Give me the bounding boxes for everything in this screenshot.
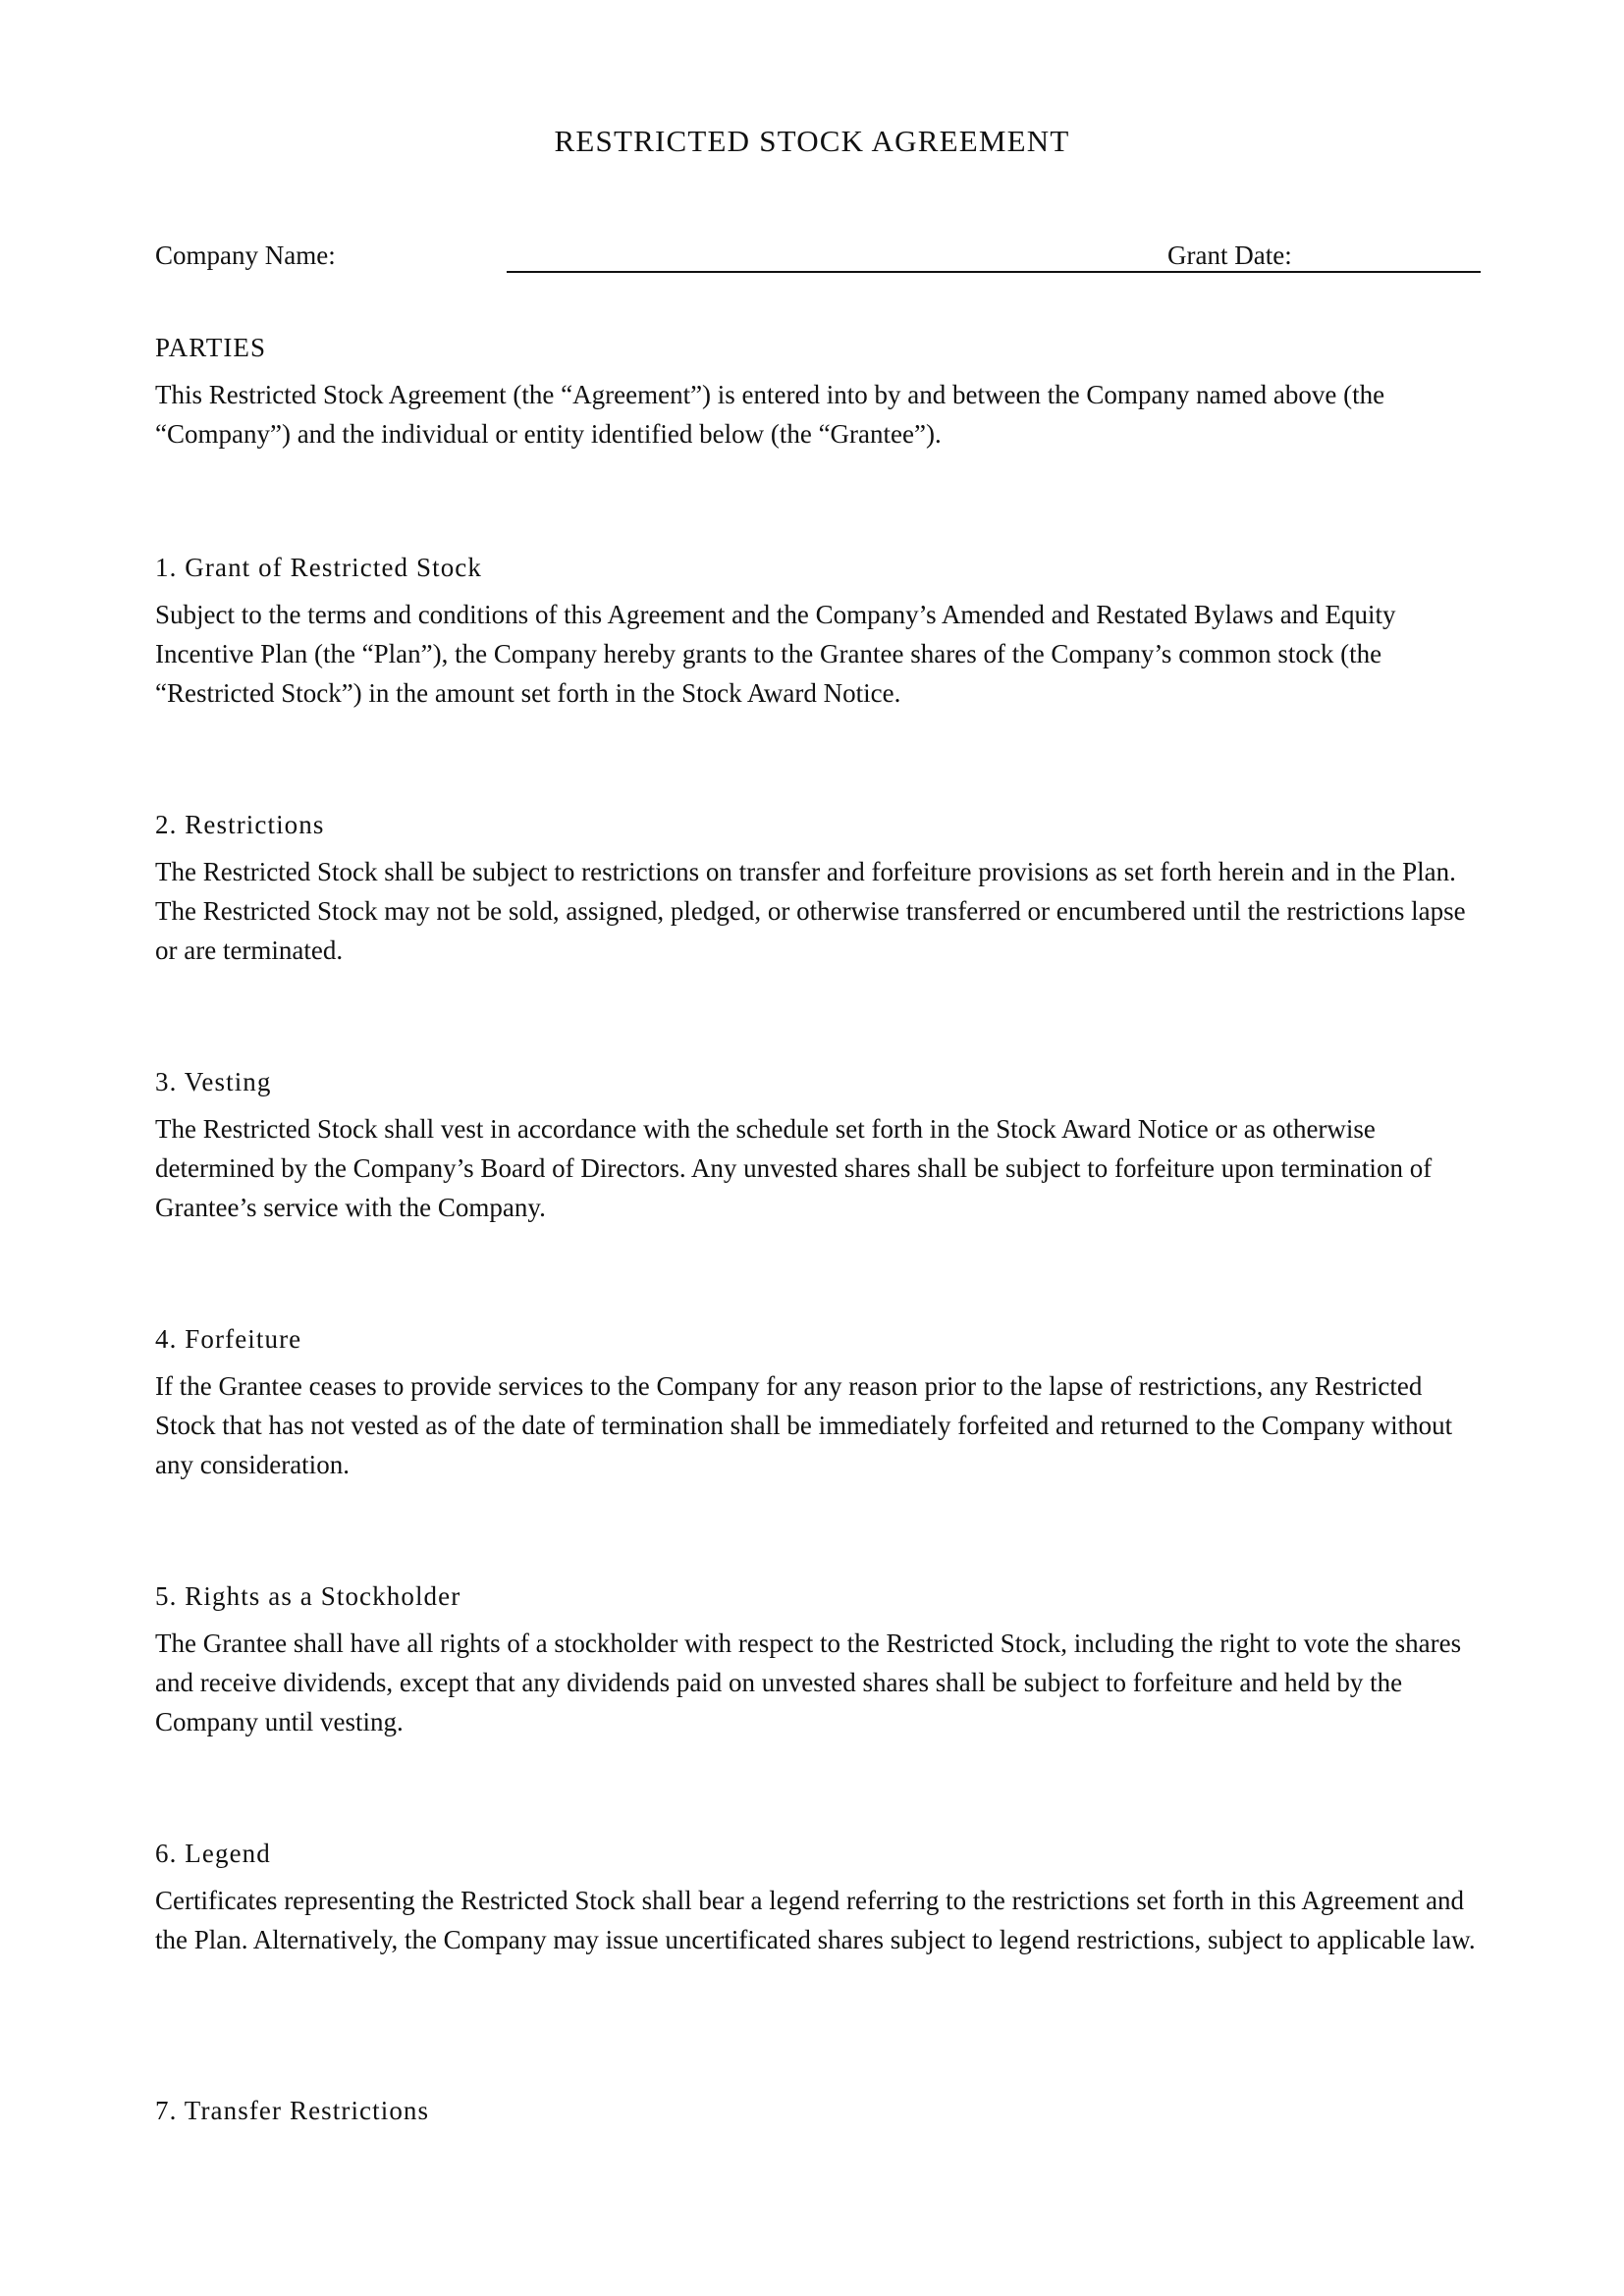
section-vesting [155,1066,1481,1227]
section-body: If the Grantee ceases to provide services to the Company for any reason prior to the lapse of restrictions, any Restricted Stock that has not vested as of the date of termination shall be immediately forfeited and returned to the Company without any consideration. [155,1371,1453,1479]
header-fields [155,240,1481,275]
document-title: RESTRICTED STOCK AGREEMENT [554,124,1070,158]
company-name-line [507,271,1481,273]
section-forfeiture [155,1323,1481,1484]
section-heading: 7. Transfer Restrictions [155,2096,430,2125]
section-body: Subject to the terms and conditions of this Agreement and the Company’s Amended and Restated Bylaws and Equity Incentive Plan (the “Plan”), the Company hereby grants to the Grantee shares of the Company’s common stock (the “Restricted Stock”) in the amount set forth in the Stock Award Notice. [155,600,1396,708]
grant-date-label: Grant Date: [1167,240,1292,270]
section-heading: 3. Vesting [155,1067,272,1096]
parties-heading: PARTIES [155,333,267,362]
section-transfer-restrictions [155,2095,1481,2138]
section-heading: 6. Legend [155,1839,271,1868]
section-body: The Restricted Stock shall vest in accordance with the schedule set forth in the Stock Award Notice or as otherwise determined by the Company’s Board of Directors. Any unvested shares shall be subject to forfeiture upon termination of Grantee’s service with the Company. [155,1114,1433,1222]
section-heading: 1. Grant of Restricted Stock [155,553,482,582]
section-legend [155,1838,1481,1959]
section-heading: 2. Restrictions [155,810,325,839]
section-body: Certificates representing the Restricted Stock shall bear a legend referring to the restrictions set forth in this Agreement and the Plan. Alternatively, the Company may issue uncertificated shares subject to legend restrictions, subject to applicable law. [155,1886,1476,1954]
company-name-label: Company Name: [155,240,336,270]
section-grant [155,552,1481,713]
section-body: The Grantee shall have all rights of a stockholder with respect to the Restricted Stock, including the right to vote the shares and receive dividends, except that any dividends paid on unvested shares shall be subject to forfeiture and held by the Company until vesting. [155,1629,1462,1736]
section-heading: 5. Rights as a Stockholder [155,1581,461,1611]
parties-section [155,332,1481,454]
parties-body: This Restricted Stock Agreement (the “Agreement”) is entered into by and between the Company named above (the “Company”) and the individual or entity identified below (the “Grantee”). [155,380,1385,449]
section-stockholder-rights [155,1580,1481,1741]
section-heading: 4. Forfeiture [155,1324,302,1354]
section-restrictions [155,809,1481,970]
section-body: The Restricted Stock shall be subject to restrictions on transfer and forfeiture provisions as set forth herein and in the Plan. The Restricted Stock may not be sold, assigned, pledged, or otherwise transferred or encumbered until the restrictions lapse or are terminated. [155,857,1466,965]
